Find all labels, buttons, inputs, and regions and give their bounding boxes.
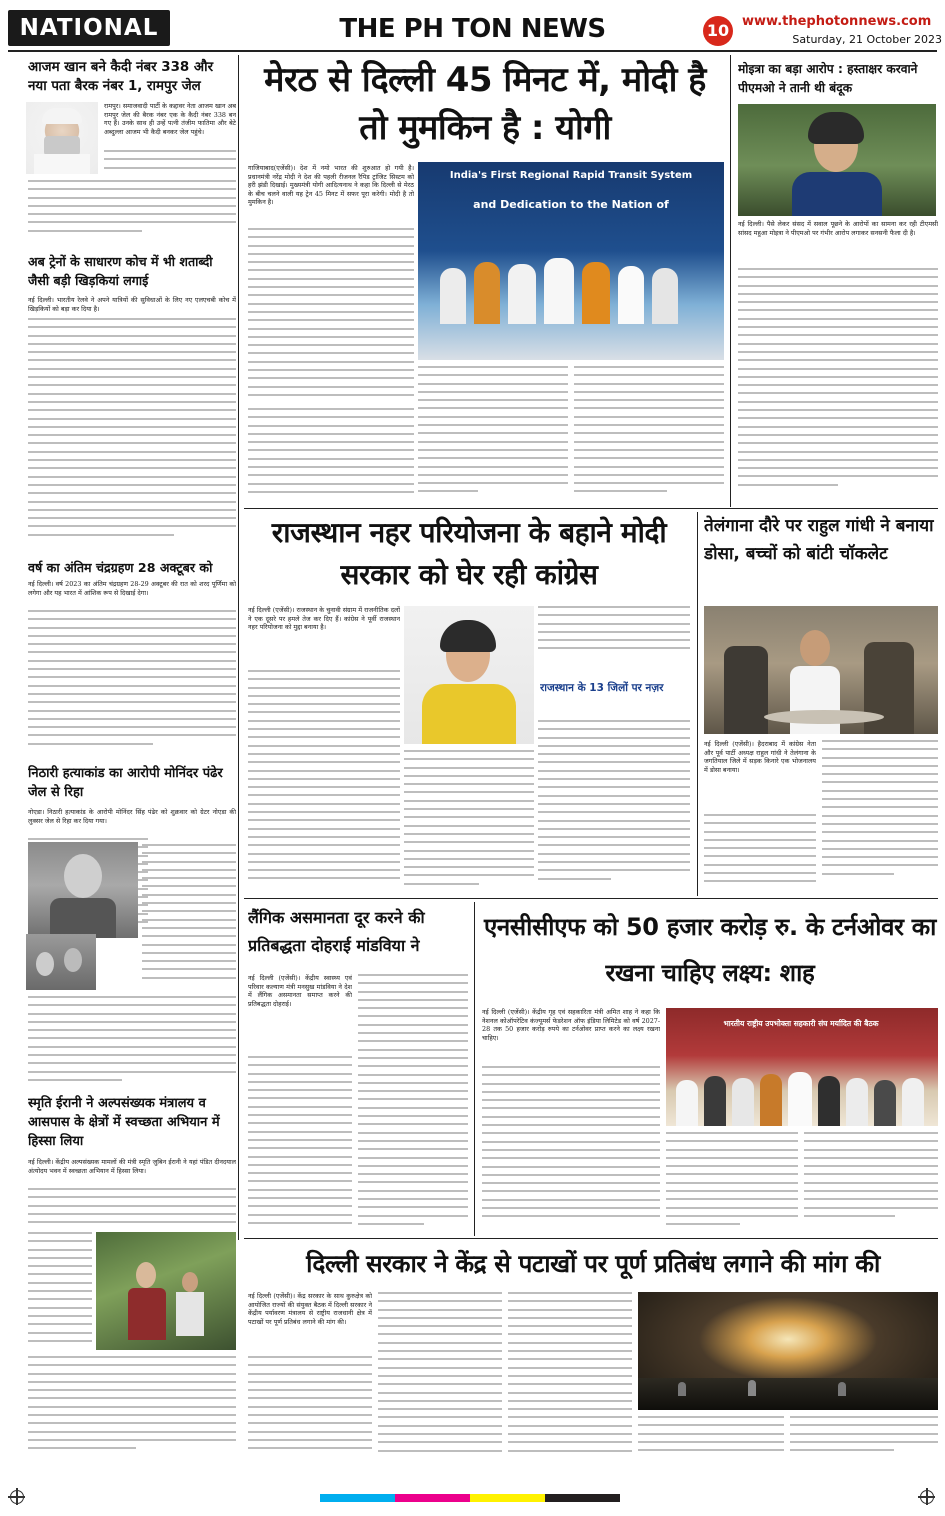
lead-body-lines-4 <box>574 366 724 504</box>
section-label: NATIONAL <box>19 15 159 41</box>
gender-divider <box>474 902 475 1236</box>
azam-headline: आजम खान बने कैदी नंबर 338 और नया पता बैरक नंबर 1, रामपुर जेल <box>28 60 214 94</box>
page-number-badge <box>703 16 733 46</box>
issue-date: Saturday, 21 October 2023 <box>792 33 942 46</box>
azam-body-lines <box>104 150 236 176</box>
nithari-body-lines-2 <box>142 844 236 994</box>
rajasthan-body-lines-2 <box>538 606 690 660</box>
gender-body-lines-2 <box>358 974 468 1232</box>
row-rule-2 <box>244 898 938 899</box>
rajasthan-headline: राजस्थान नहर परियोजना के बहाने मोदी सरकार को घेर रही कांग्रेस <box>271 516 667 591</box>
rajasthan-lead: नई दिल्ली (एजेंसी)। राजस्थान के चुनावी संग्राम में राजनीतिक दलों ने एक दूसरे पर हमले तेज कर दिए हैं। कांग्रेस ने पूर्वी राजस्थान नहर परियोजना को मुद्दा बनाया है। <box>248 606 400 632</box>
smriti-photo <box>96 1232 236 1350</box>
website-url[interactable]: www.thephotonnews.com <box>742 14 932 29</box>
color-registration-bar <box>320 1494 620 1502</box>
ncef-body-lines <box>482 1066 660 1228</box>
lead-headline: मेरठ से दिल्ली 45 मिनट में, मोदी है तो मुमकिन है : योगी <box>264 60 706 148</box>
center-right-divider <box>730 55 731 507</box>
ncef-body-lines-2 <box>666 1132 798 1228</box>
smriti-body-lines <box>28 1188 236 1228</box>
delhi-body-lines <box>248 1356 372 1460</box>
lead-intro: गाजियाबाद(एजेंसी)। देश में नमो भारत की शुरुआत हो गयी है। प्रधानमंत्री नरेंद्र मोदी ने देश की पहली रीजनल रैपिड ट्रांजिट सिस्टम को हरी झंडी दिखाई। मुख्यमंत्री योगी आदित्यनाथ ने कहा कि दिल्ली से मेरठ के बीच चलने वाली यह ट्रेन 45 मिनट में सफर पूरा करेगी। मोदी है तो मुमकिन है। <box>248 164 414 207</box>
eclipse-headline: वर्ष का अंतिम चंद्रग्रहण 28 अक्टूबर को <box>28 560 213 575</box>
moitra-headline: मोइत्रा का बड़ा आरोप : हस्ताक्षर करवाने पीएमओ ने तानी थी बंदूक <box>738 62 918 95</box>
rahul-photo <box>704 606 938 734</box>
registration-mark-left <box>10 1490 24 1504</box>
telangana-headline: तेलंगाना दौरे पर राहुल गांधी ने बनाया डोसा, बच्चों को बांटी चॉकलेट <box>704 516 934 564</box>
eclipse-body-lines <box>28 610 236 760</box>
delhi-body-lines-5 <box>790 1416 938 1460</box>
nithari-headline: निठारी हत्याकांड का आरोपी मोनिंदर पंढेर जेल से रिहा <box>28 766 223 800</box>
registration-mark-right <box>920 1490 934 1504</box>
azam-body-lines-2 <box>28 180 236 238</box>
nithari-lead: नोएडा। निठारी हत्याकांड के आरोपी मोनिंदर सिंह पंढेर को शुक्रवार को ग्रेटर नोएडा की लुक्सर जेल से रिहा कर दिया गया। <box>28 808 236 825</box>
gender-lead: नई दिल्ली (एजेंसी)। केंद्रीय स्वास्थ्य एवं परिवार कल्याण मंत्री मनसुख मांडविया ने देश में लैंगिक असमानता समाप्त करने की प्रतिबद्धता दोहराई। <box>248 974 352 1008</box>
rajasthan-body-lines-3 <box>404 750 534 892</box>
delhi-body-lines-4 <box>638 1416 784 1460</box>
rajasthan-body-lines <box>248 670 400 892</box>
page-number: 10 <box>706 21 730 40</box>
gender-body-lines <box>248 1056 352 1232</box>
smriti-body-lines-2 <box>28 1232 92 1352</box>
moitra-photo <box>738 104 936 216</box>
delhi-headline: दिल्ली सरकार ने केंद्र से पटाखों पर पूर्ण प्रतिबंध लगाने की मांग की <box>306 1249 880 1278</box>
delhi-body-lines-2 <box>378 1292 502 1460</box>
priyanka-photo <box>404 606 534 744</box>
masthead-rule <box>8 50 937 52</box>
trains-lead: नई दिल्ली। भारतीय रेलवे ने अपने यात्रियों की सुविधाओं के लिए नए एलएचबी कोच में खिड़कियों को बड़ा कर दिया है। <box>28 296 236 313</box>
ncef-lead: नई दिल्ली (एजेंसी)। केंद्रीय गृह एवं सहकारिता मंत्री अमित शाह ने कहा कि नेशनल कोऑपरेटिव कंज्यूमर्स फेडरेशन ऑफ इंडिया लिमिटेड को वर्ष 2027-28 तक 50 हजार करोड़ रुपये का टर्नओवर प्राप्त करने का लक्ष्य रखना चाहिए। <box>482 1008 660 1042</box>
ncef-body-lines-3 <box>804 1132 938 1228</box>
telangana-lead: नई दिल्ली (एजेंसी)। हैदराबाद में कांग्रेस नेता और पूर्व पार्टी अध्यक्ष राहुल गांधी ने तेलंगाना के जगतियाल जिले में सड़क किनारे एक भोजनालय में डोसा बनाया। <box>704 740 816 774</box>
ncef-headline: एनसीसीएफ को 50 हजार करोड़ रु. के टर्नओवर का रखना चाहिए लक्ष्य: शाह <box>483 913 937 987</box>
smriti-lead: नई दिल्ली। केंद्रीय अल्पसंख्यक मामलों की मंत्री स्मृति जुबिन ईरानी ने यहां पंडित दीनदयाल अंत्योदय भवन में स्वच्छता अभियान में हिस्सा लिया। <box>28 1158 236 1175</box>
lead-photo <box>418 162 724 360</box>
trains-body-lines <box>28 318 236 552</box>
nithari-small-photo <box>26 934 96 990</box>
telangana-body-lines <box>704 814 816 892</box>
paper-name-text: THE PH TON NEWS <box>339 14 606 44</box>
fireworks-photo <box>638 1292 938 1410</box>
azam-lead: रामपुर। समाजवादी पार्टी के कद्दावर नेता आजम खान अब रामपुर जेल की बैरक नंबर एक के कैदी नंबर 338 बन गए हैं। उनके साथ ही उन्‍हें पत्‍नी तंजीम फातिमा और बेटे अब्‍दुल्ला आजम भी कैदी बनकर जेल पहुंचे। <box>104 102 236 136</box>
moitra-lead: नई दिल्ली। पैसे लेकर संसद में सवाल पूछने के आरोपों का सामना कर रही टीएमसी सांसद महुआ मोइत्रा ने पीएमओ पर गंभीर आरोप लगाकर सनसनी फैला दी है। <box>738 220 938 237</box>
smriti-body-lines-3 <box>28 1356 236 1460</box>
rajasthan-divider <box>697 512 698 896</box>
left-col-divider <box>238 55 239 1240</box>
ncef-photo-banner: भारतीय राष्ट्रीय उपभोक्ता सहकारी संघ मर्यादित की बैठक <box>723 1019 879 1028</box>
delhi-lead: नई दिल्ली (एजेंसी)। केंद्र सरकार के साथ कुरुक्षेत्र को आयोजित राज्यों की संयुक्त बैठक में दिल्ली सरकार ने केंद्रीय पर्यावरण मंत्रालय से राष्ट्रीय राजधानी क्षेत्र में पटाखों पर पूर्ण प्रतिबंध लगाने की मांग की। <box>248 1292 372 1326</box>
lead-body-lines-3 <box>418 366 568 504</box>
eclipse-lead: नई दिल्ली। वर्ष 2023 का अंतिम चंद्रग्रहण 28-29 अक्टूबर की रात को शरद पूर्णिमा को लगेगा और यह भारत में आंशिक रूप से दिखाई देगा। <box>28 580 236 597</box>
lead-photo-banner: India's First Regional Rapid Transit System <box>449 170 693 181</box>
telangana-body-lines-2 <box>822 740 938 892</box>
rajasthan-body-lines-4 <box>538 720 690 892</box>
smriti-headline: स्मृति ईरानी ने अल्पसंख्यक मंत्रालय व आसपास के क्षेत्रों में स्वच्छता अभियान में हिस्सा लिया <box>28 1096 220 1149</box>
row-rule-1 <box>244 508 938 509</box>
lead-photo-banner-2: and Dedication to the Nation of <box>473 198 669 211</box>
pandher-photo <box>28 842 138 938</box>
gender-headline: लैंगिक असमानता दूर करने की प्रतिबद्धता दोहराई मांडविया ने <box>248 908 425 955</box>
moitra-body-lines <box>738 268 938 504</box>
delhi-body-lines-3 <box>508 1292 632 1460</box>
trains-headline: अब ट्रेनों के साधारण कोच में भी शताब्दी जैसी बड़ी खिड़कियां लगाई <box>28 254 213 288</box>
rajasthan-subhead: राजस्थान के 13 जिलों पर नज़र <box>540 682 664 694</box>
lead-body-lines <box>248 228 414 404</box>
row-rule-3 <box>244 1238 938 1239</box>
azam-photo <box>26 102 98 174</box>
lead-body-lines-2 <box>248 408 414 502</box>
ncef-photo <box>666 1008 938 1126</box>
nithari-body-lines-3 <box>28 996 236 1088</box>
